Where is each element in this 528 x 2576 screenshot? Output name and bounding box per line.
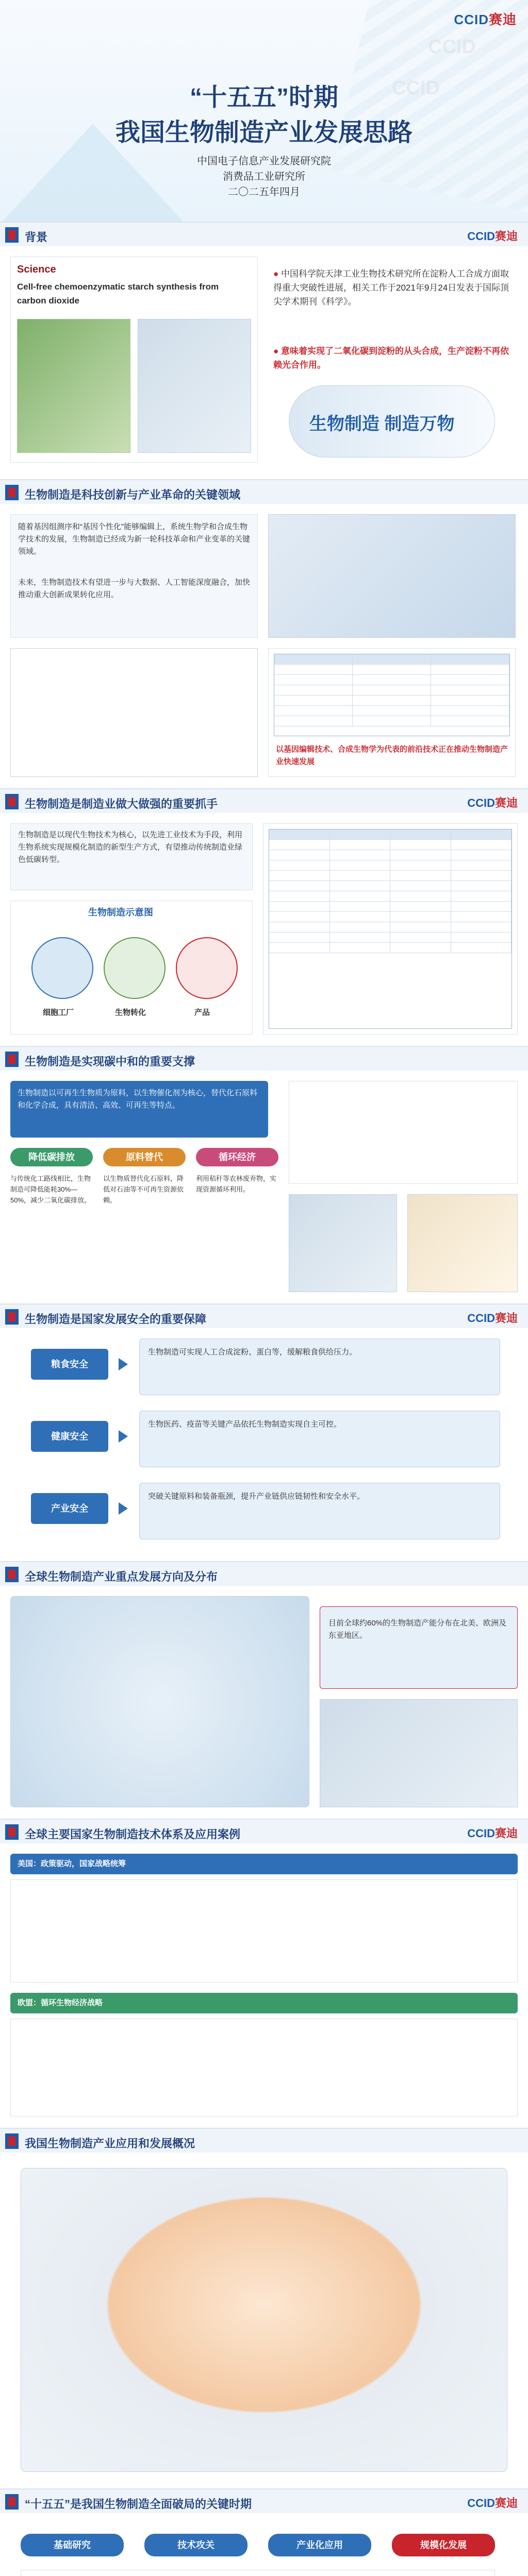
section-title: 生物制造是国家发展安全的重要保障 [25, 1313, 207, 1326]
world-map [10, 1596, 309, 1807]
paragraph: 生物制造以可再生生物质为原料，以生物催化剂为核心，替代化石原料和化学合成，具有清洁、高效、可再生等特点。 [18, 1089, 258, 1110]
section-header-9 [0, 2488, 528, 2513]
technology-image [268, 514, 516, 638]
stage-pill: 技术攻关 [144, 2534, 248, 2556]
section-title: 全球生物制造产业重点发展方向及分布 [25, 1570, 218, 1583]
item-description: 突破关键原料和装备瓶颈，提升产业链供应链韧性和安全水平。 [139, 1483, 500, 1539]
intro-box [10, 1081, 268, 1138]
case-table [10, 1879, 518, 1982]
background-section [0, 246, 528, 479]
diagram-label: 生物转化 [115, 1008, 146, 1017]
watermark-logo: CCID [428, 36, 476, 58]
data-table [269, 829, 512, 1029]
section-header-4 [0, 1046, 528, 1071]
background-point-2: ● 意味着实现了二氧化碳到淀粉的从头合成，生产淀粉不再依赖光合作用。 [273, 346, 509, 370]
watermark-logo: CCID [392, 77, 440, 99]
section-2 [0, 504, 528, 788]
section-7 [0, 1843, 528, 2128]
section-title: 生物制造是实现碳中和的重要支撑 [25, 1055, 195, 1068]
page-title-line2: 我国生物制造产业发展思路 [115, 119, 412, 146]
org-name: 中国电子信息产业发展研究院 [197, 156, 331, 167]
section-title: 背景 [25, 231, 48, 244]
section-tag-icon [5, 2494, 19, 2510]
paper-title: Cell-free chemoenzymatic starch synthesis from carbon dioxide [17, 282, 219, 306]
case-table [10, 2019, 518, 2116]
column-text: 与传统化工路线相比，生物制造可降低能耗30%—50%，减少二氧化碳排放。 [10, 1175, 91, 1204]
item-description: 生物医药、疫苗等关键产品依托生物制造实现自主可控。 [139, 1411, 500, 1467]
china-map [21, 2168, 507, 2472]
section-tag-icon [5, 1824, 19, 1840]
arrow-icon [119, 1430, 128, 1443]
product-image [289, 1194, 397, 1292]
background-banner: 生物制造 制造万物 [309, 414, 455, 434]
diagram-panel [10, 901, 253, 1035]
section-header-6 [0, 1561, 528, 1586]
timeline-table [21, 2570, 495, 2576]
label-pill: 原料替代 [103, 1148, 186, 1166]
bar-chart-image [320, 1699, 518, 1807]
section-header-background [0, 222, 528, 246]
section-title: “十五五”是我国生物制造全面破局的关键时期 [25, 2498, 252, 2511]
column-text: 以生物质替代化石原料，降低对石油等不可再生资源依赖。 [103, 1175, 184, 1204]
cell-factory-icon [31, 937, 93, 999]
diagram-label: 产品 [194, 1008, 210, 1017]
cover [0, 0, 528, 222]
arrow-icon [119, 1502, 128, 1515]
text-panel [10, 823, 253, 890]
section-header-3 [0, 788, 528, 813]
paragraph: 未来，生物制造技术有望进一步与大数据、人工智能深度融合，加快推动重大创新成果转化应用。 [18, 578, 251, 599]
product-icon [176, 937, 238, 999]
diagram-label: 细胞工厂 [43, 1008, 74, 1017]
section-header-5 [0, 1303, 528, 1328]
section-4 [0, 1071, 528, 1303]
section-title: 生物制造是科技创新与产业革命的关键领域 [25, 488, 241, 501]
org-dept: 消费品工业研究所 [223, 171, 305, 182]
ccid-logo: CCID赛迪 [467, 796, 518, 809]
security-item: 健康安全 [31, 1421, 108, 1452]
country-row: 欧盟：循环生物经济战略 [10, 1993, 518, 2013]
ccid-logo: CCID赛迪 [454, 12, 517, 27]
lab-image [138, 319, 251, 453]
stage-pill: 规模化发展 [392, 2534, 495, 2556]
section-header-2 [0, 479, 528, 504]
ccid-logo: CCID赛迪 [467, 2497, 518, 2510]
section-5 [0, 1328, 528, 1561]
security-item: 粮食安全 [31, 1349, 108, 1380]
field-image [17, 319, 130, 453]
section-tag-icon [5, 2133, 19, 2149]
text-table [289, 1081, 518, 1184]
label-pill: 降低碳排放 [10, 1148, 93, 1166]
table-panel [268, 648, 516, 777]
paragraph: 生物制造是以现代生物技术为核心，以先进工业技术为手段，利用生物系统实现规模化制造的新型生产方式，有望推动传统制造业绿色低碳转型。 [18, 831, 243, 864]
callout-box: 目前全球约60%的生物制造产能分布在北美、欧洲及东亚地区。 [320, 1606, 518, 1689]
section-title: 我国生物制造产业应用和发展概况 [25, 2137, 195, 2150]
section-title: 全球主要国家生物制造技术体系及应用案例 [25, 1828, 241, 1841]
page-title-line1: “十五五”时期 [189, 84, 338, 111]
section-title: 生物制造是制造业做大做强的重要抓手 [25, 798, 218, 810]
report-date: 二〇二五年四月 [228, 187, 300, 198]
conversion-icon [104, 937, 166, 999]
section-tag-icon [5, 1567, 19, 1582]
diagram-title: 生物制造示意图 [88, 907, 153, 918]
item-description: 生物制造可实现人工合成淀粉、蛋白等，缓解粮食供给压力。 [139, 1338, 500, 1395]
section-8 [0, 2153, 528, 2488]
section-header-7 [0, 1819, 528, 1843]
data-table [274, 654, 510, 736]
section-header-8 [0, 2128, 528, 2153]
section-9 [0, 2513, 528, 2576]
section-tag-icon [5, 1309, 19, 1325]
stage-pill: 基础研究 [21, 2534, 124, 2556]
section-tag-icon [5, 1052, 19, 1067]
ccid-logo: CCID赛迪 [467, 1827, 518, 1840]
arrow-icon [119, 1358, 128, 1370]
section-tag-icon [5, 485, 19, 500]
background-point-1: ● 中国科学院天津工业生物技术研究所在淀粉人工合成方面取得重大突破性进展，相关工作于2021年9月24日发表于国际顶尖学术期刊《科学》。 [273, 269, 509, 307]
section-3 [0, 813, 528, 1046]
section-tag-icon [5, 227, 19, 243]
stage-pill: 产业化应用 [268, 2534, 371, 2556]
section-6 [0, 1586, 528, 1819]
table-panel [263, 823, 518, 1035]
journal-name: Science [17, 264, 56, 275]
product-image [407, 1194, 518, 1292]
security-item: 产业安全 [31, 1493, 108, 1524]
paragraph: 随着基因组测序和“基因个性化”能够编辑上，系统生物学和合成生物学技术的发展，生物制造已经成为新一轮科技革命和产业变革的关键领域。 [18, 522, 251, 556]
column-text: 利用秸秆等农林废弃物，实现资源循环利用。 [196, 1175, 277, 1193]
label-pill: 循环经济 [196, 1148, 278, 1166]
text-panel [10, 514, 258, 638]
note: 以基因编辑技术、合成生物学为代表的前沿技术正在推动生物制造产业快速发展 [276, 745, 508, 766]
ccid-logo: CCID赛迪 [467, 230, 518, 243]
paper-screenshot [10, 257, 258, 463]
country-row: 美国：政策驱动，国家战略统筹 [10, 1854, 518, 1874]
ccid-logo: CCID赛迪 [467, 1312, 518, 1325]
trend-chart-image [10, 648, 258, 777]
section-tag-icon [5, 794, 19, 809]
